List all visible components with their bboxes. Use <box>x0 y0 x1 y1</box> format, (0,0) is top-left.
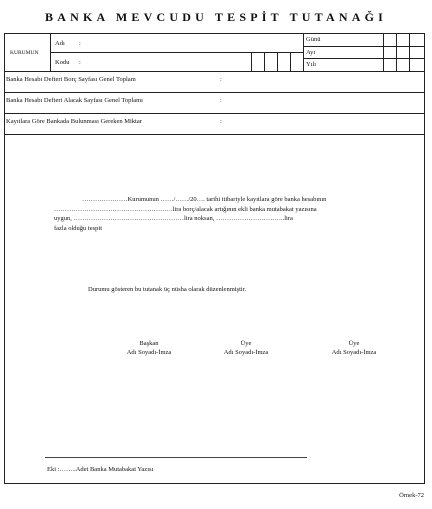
name-label: Adı <box>55 40 65 47</box>
signature-role: Üye <box>240 340 252 347</box>
signature-role: Başkan <box>139 340 159 347</box>
determination-paragraph <box>54 195 409 233</box>
signature-role: Üye <box>348 340 360 347</box>
name-field <box>51 34 303 53</box>
code-box <box>251 53 264 72</box>
total-row-colon: : <box>220 76 222 83</box>
total-row-label: Kayıtlara Göre Bankada Bulunması Gereken Miktar <box>6 118 142 125</box>
signature-member-1 <box>204 340 288 357</box>
code-field <box>51 53 251 72</box>
month-row <box>304 47 425 60</box>
code-box <box>277 53 290 72</box>
total-row-label: Banka Hesabı Defteri Alacak Sayfası Genel Toplamı <box>6 97 143 104</box>
document-title: BANKA MEVCUDU TESPİT TUTANAĞI <box>45 10 387 24</box>
code-colon: : <box>79 59 81 66</box>
total-row-debit <box>5 72 424 93</box>
attachment-note: Eki :……..Adet Banka Mutabakat Yazısı <box>47 466 154 473</box>
signature-caption: Adı Soyadı-İmza <box>331 348 377 356</box>
date-box-line <box>383 34 384 72</box>
form-code: Örnek-72 <box>399 492 424 499</box>
code-box <box>264 53 277 72</box>
paragraph-line: …………………Kurumunun ……/……/20…. tarihi itibariyle kayıtlara göre banka hesabının <box>82 196 327 203</box>
day-row <box>304 34 425 47</box>
signature-chairman <box>107 340 191 357</box>
date-box-line <box>409 34 410 72</box>
paragraph-line: ……………………………………………….lira borç/alacak artığının ekli banka mutabakat yazısına <box>54 205 317 213</box>
signature-caption: Adı Soyadı-İmza <box>223 348 269 356</box>
paragraph-line: uygun, ……………………………………………lira noksan, …………………………..lira <box>54 215 293 223</box>
statement-text: Durumu gösteren bu tutanak üç nüsha olarak düzenlenmiştir. <box>88 286 247 293</box>
month-label: Ayı <box>306 48 316 56</box>
institution-cell <box>5 34 51 72</box>
date-box-line <box>396 34 397 72</box>
form-frame <box>4 33 425 484</box>
institution-label: KURUMUN <box>10 50 39 56</box>
code-label: Kodu <box>55 59 70 66</box>
name-colon: : <box>79 40 81 47</box>
paragraph-line: fazla olduğu tespit <box>54 224 103 232</box>
year-row <box>304 59 425 72</box>
year-label: Yılı <box>306 61 317 69</box>
total-row-colon: : <box>220 97 222 104</box>
code-box <box>290 53 303 72</box>
signature-caption: Adı Soyadı-İmza <box>126 348 172 356</box>
total-row-credit <box>5 93 424 114</box>
attachment-divider <box>45 457 307 458</box>
date-block <box>303 34 424 72</box>
total-row-expected <box>5 114 424 135</box>
signature-member-2 <box>311 340 397 357</box>
day-label: Günü <box>306 36 321 43</box>
institution-header <box>5 34 424 72</box>
total-row-colon: : <box>220 118 222 125</box>
total-row-label: Banka Hesabı Defteri Borç Sayfası Genel Toplam <box>6 76 136 83</box>
